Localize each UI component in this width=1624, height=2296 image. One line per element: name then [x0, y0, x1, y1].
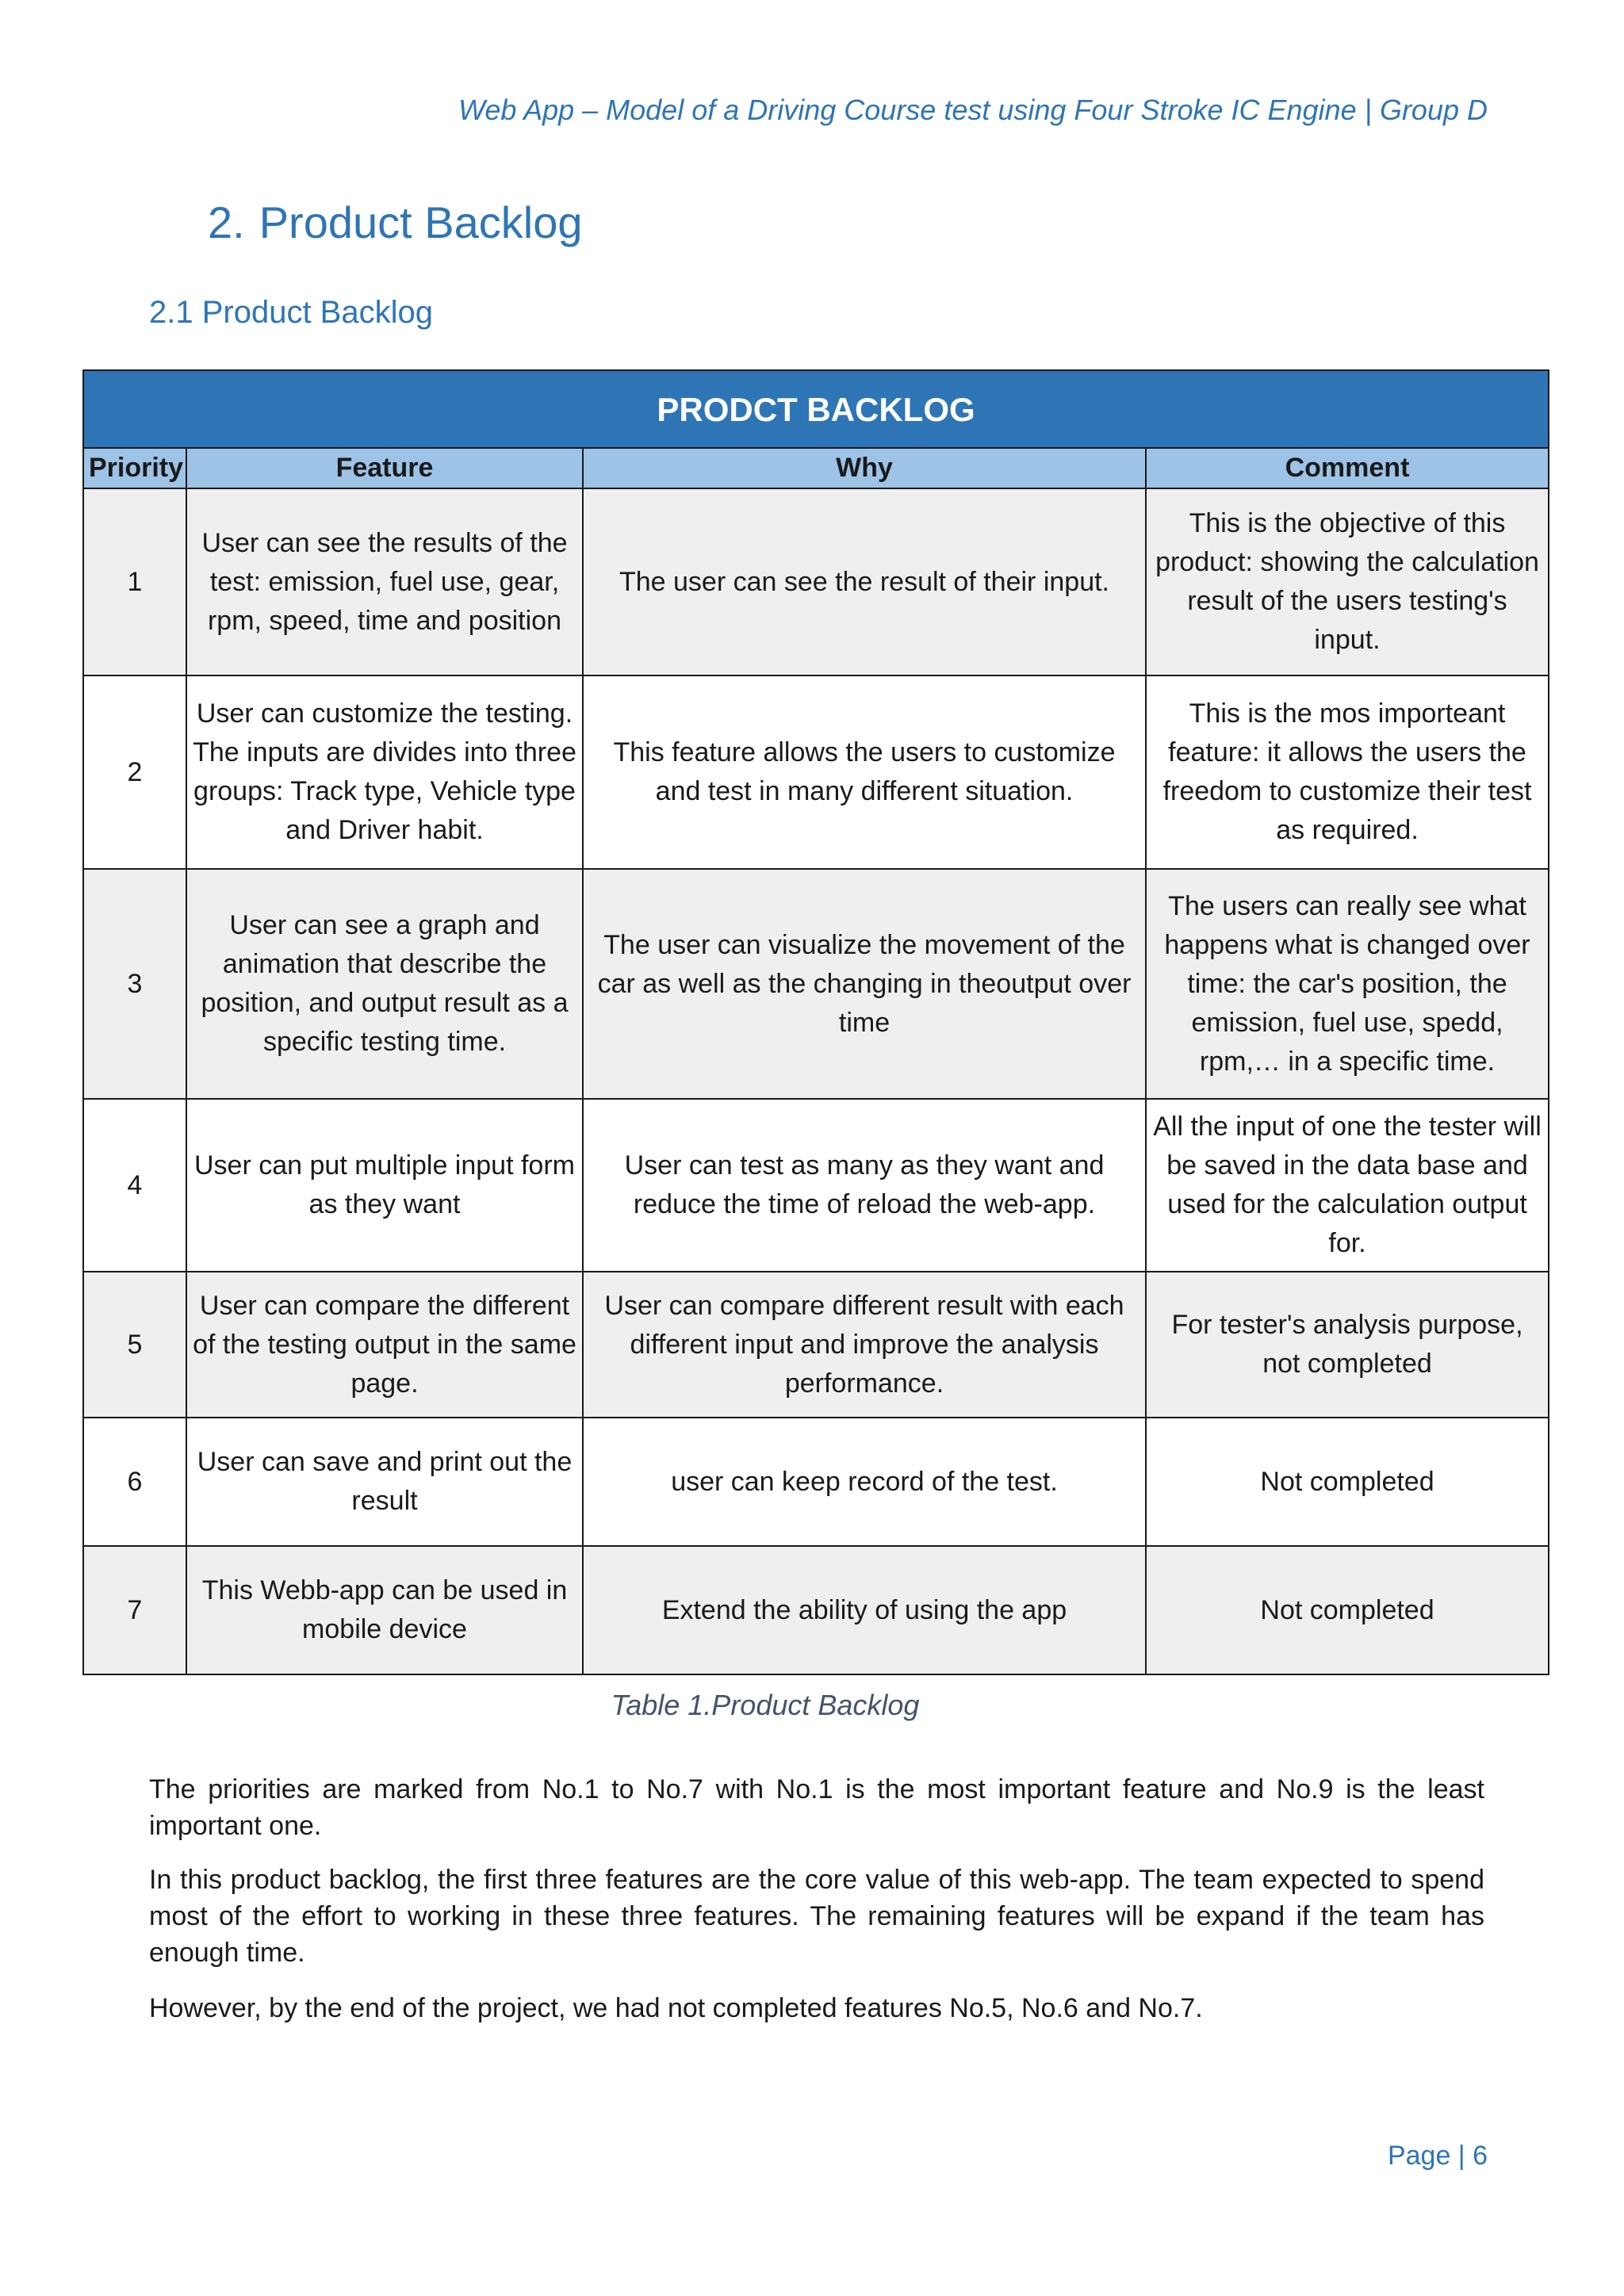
why-cell: User can compare different result with each different input and improve the analysis performance. — [583, 1272, 1146, 1418]
priority-cell: 4 — [83, 1099, 186, 1272]
table-row — [83, 1272, 1549, 1418]
priority-cell: 1 — [83, 488, 186, 675]
section-title: Product Backlog — [259, 197, 583, 247]
priority-cell: 2 — [83, 675, 186, 869]
priority-cell: 7 — [83, 1546, 186, 1674]
why-cell: The user can see the result of their input. — [583, 488, 1146, 675]
product-backlog-table — [82, 369, 1549, 1675]
feature-cell: User can put multiple input form as they want — [186, 1099, 583, 1272]
subsection-heading: 2.1 Product Backlog — [149, 295, 433, 330]
table-row — [83, 488, 1549, 675]
feature-cell: User can customize the testing. The inputs are divides into three groups: Track type, Vehicle type and Driver habit. — [186, 675, 583, 869]
table-row — [83, 675, 1549, 869]
feature-cell: User can see a graph and animation that describe the position, and output result as a specific testing time. — [186, 869, 583, 1099]
column-header-feature: Feature — [186, 448, 583, 488]
table-row — [83, 1099, 1549, 1272]
feature-cell: This Webb-app can be used in mobile device — [186, 1546, 583, 1674]
feature-cell: User can compare the different of the testing output in the same page. — [186, 1272, 583, 1418]
table-caption: Table 1.Product Backlog — [611, 1689, 920, 1721]
page-header: Web App – Model of a Driving Course test using Four Stroke IC Engine | Group D — [458, 94, 1488, 126]
section-number: 2. — [208, 197, 245, 247]
column-header-priority: Priority — [83, 448, 186, 488]
why-cell: This feature allows the users to customize and test in many different situation. — [583, 675, 1146, 869]
priority-cell: 5 — [83, 1272, 186, 1418]
column-header-comment: Comment — [1146, 448, 1549, 488]
section-heading — [208, 197, 582, 248]
table-row — [83, 1546, 1549, 1674]
feature-cell: User can see the results of the test: emission, fuel use, gear, rpm, speed, time and position — [186, 488, 583, 675]
comment-cell: All the input of one the tester will be saved in the data base and used for the calculation output for. — [1146, 1099, 1549, 1272]
feature-cell: User can save and print out the result — [186, 1418, 583, 1546]
comment-cell: This is the objective of this product: showing the calculation result of the users testing's input. — [1146, 488, 1549, 675]
table-row — [83, 1418, 1549, 1546]
priority-cell: 6 — [83, 1418, 186, 1546]
comment-cell: Not completed — [1146, 1418, 1549, 1546]
comment-cell: The users can really see what happens what is changed over time: the car's position, the emission, fuel use, spedd, rpm,… in a specific time. — [1146, 869, 1549, 1099]
column-header-why: Why — [583, 448, 1146, 488]
priority-cell: 3 — [83, 869, 186, 1099]
paragraph-completion: However, by the end of the project, we had not completed features No.5, No.6 and No.7. — [149, 1993, 1203, 2023]
comment-cell: Not completed — [1146, 1546, 1549, 1674]
why-cell: Extend the ability of using the app — [583, 1546, 1146, 1674]
paragraph-core-features: In this product backlog, the first three features are the core value of this web-app. The team expected to spend most of the effort to working in these three features. The remaining features will be expand if the team has enough time. — [149, 1865, 1484, 1968]
paragraph-priorities: The priorities are marked from No.1 to No.7 with No.1 is the most important feature and No.9 is the least important one. — [149, 1774, 1484, 1841]
comment-cell: For tester's analysis purpose, not completed — [1146, 1272, 1549, 1418]
why-cell: User can test as many as they want and reduce the time of reload the web-app. — [583, 1099, 1146, 1272]
page-number: Page | 6 — [1387, 2141, 1488, 2171]
comment-cell: This is the mos importeant feature: it allows the users the freedom to customize their test as required. — [1146, 675, 1549, 869]
table-title: PRODCT BACKLOG — [83, 370, 1549, 448]
why-cell: user can keep record of the test. — [583, 1418, 1146, 1546]
why-cell: The user can visualize the movement of the car as well as the changing in theoutput over time — [583, 869, 1146, 1099]
table-row — [83, 869, 1549, 1099]
